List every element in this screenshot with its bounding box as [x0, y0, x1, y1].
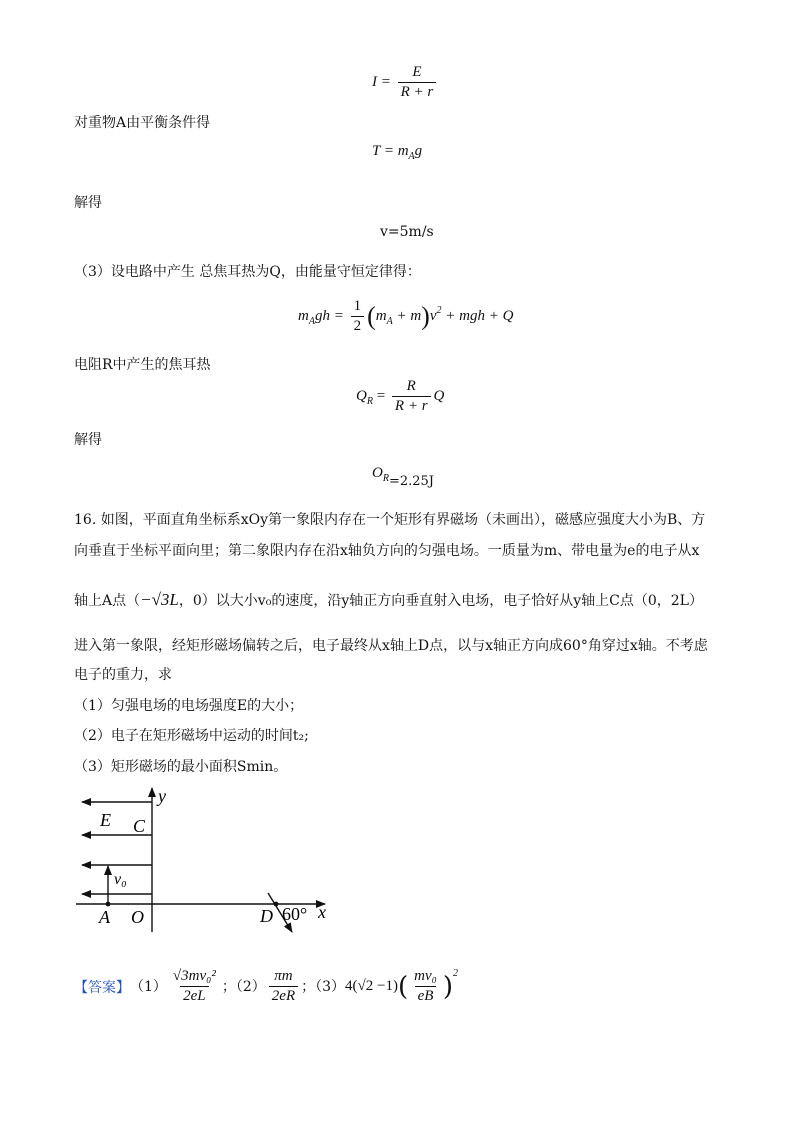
equation-energy: $m_Agh$ = $\frac{1}{2}$ $(m_A + m)v^2$ + mgh + Q [298, 298, 514, 334]
label-e: E [100, 810, 111, 830]
label-o: O [131, 907, 144, 927]
fraction-half: $\frac{1}{2}$ [351, 298, 365, 335]
answer-line: 【答案】 （1） $\frac{\text{√3mv₀²}}{2eL}$ ；（2） $\frac{\pi m}{2eR}$ ；（3） 4(√2 −1) ( $\frac{\text{mv₀}}{eB}$ ) 2 [74, 968, 458, 1004]
problem16-line1: 16. 如图，平面直角坐标系xOy第一象限内存在一个矩形有界磁场（未画出），磁感应强度大小为B、方 [74, 512, 706, 528]
problem16-line2: 向垂直于坐标平面向里；第二象限内存在沿x轴负方向的匀强电场。一质量为m、带电量为e的电子从x [74, 543, 700, 559]
label-y: y [158, 786, 166, 806]
label-angle: 60° [282, 904, 308, 924]
label-c: C [133, 816, 146, 836]
result-qr: $O_{R=2.25J}$ [372, 465, 435, 489]
label-x: x [318, 902, 326, 922]
answer-2-fraction: $\frac{\pi m}{2eR}$ [269, 968, 298, 1005]
text-part3: （3）设电路中产生 总焦耳热为Q，由能量守恒定律得： [74, 264, 421, 280]
label-a: A [99, 907, 110, 927]
fraction: $\frac{E}{R + r}$ [398, 64, 437, 101]
text-resistor: 电阻R中产生的焦耳热 [74, 357, 211, 373]
equation-qr: $Q_R$ = $\frac{R}{R + r}$ Q [356, 378, 445, 414]
equation-current: I = $\frac{E}{R + r}$ [372, 64, 439, 101]
text-solve-1: 解得 [74, 195, 102, 211]
question-1: （1）匀强电场的电场强度E的大小； [74, 698, 304, 714]
problem16-line3: 轴上A点（−√3L，0）以大小v₀的速度，沿y轴正方向垂直射入电场，电子恰好从y轴上C点（0，2L） [74, 590, 703, 609]
answer-tag: 【答案】 [74, 979, 130, 996]
problem16-line4: 进入第一象限，经矩形磁场偏转之后，电子最终从x轴上D点，以与x轴正方向成60°角穿过x轴。不考虑 [74, 638, 708, 654]
answer-1-fraction: $\frac{\text{√3mv₀²}}{2eL}$ [172, 968, 216, 1004]
equation-tension: $T = m_Ag$ [372, 143, 423, 162]
point-a [106, 902, 111, 907]
label-d: D [260, 906, 273, 926]
problem16-line5: 电子的重力，求 [74, 667, 172, 683]
question-2: （2）电子在矩形磁场中运动的时间t₂; [74, 728, 309, 744]
text-solve-2: 解得 [74, 432, 102, 448]
answer-3-fraction: $\frac{\text{mv₀}}{eB}$ [414, 968, 437, 1004]
text-balance: 对重物A由平衡条件得 [74, 115, 211, 131]
result-velocity: v=5m/s [380, 224, 434, 240]
coordinate-figure [70, 782, 350, 944]
fraction: $\frac{R}{R + r}$ [392, 378, 431, 415]
question-3: （3）矩形磁场的最小面积Smin。 [74, 759, 288, 775]
label-v0: v₀ [114, 871, 127, 888]
